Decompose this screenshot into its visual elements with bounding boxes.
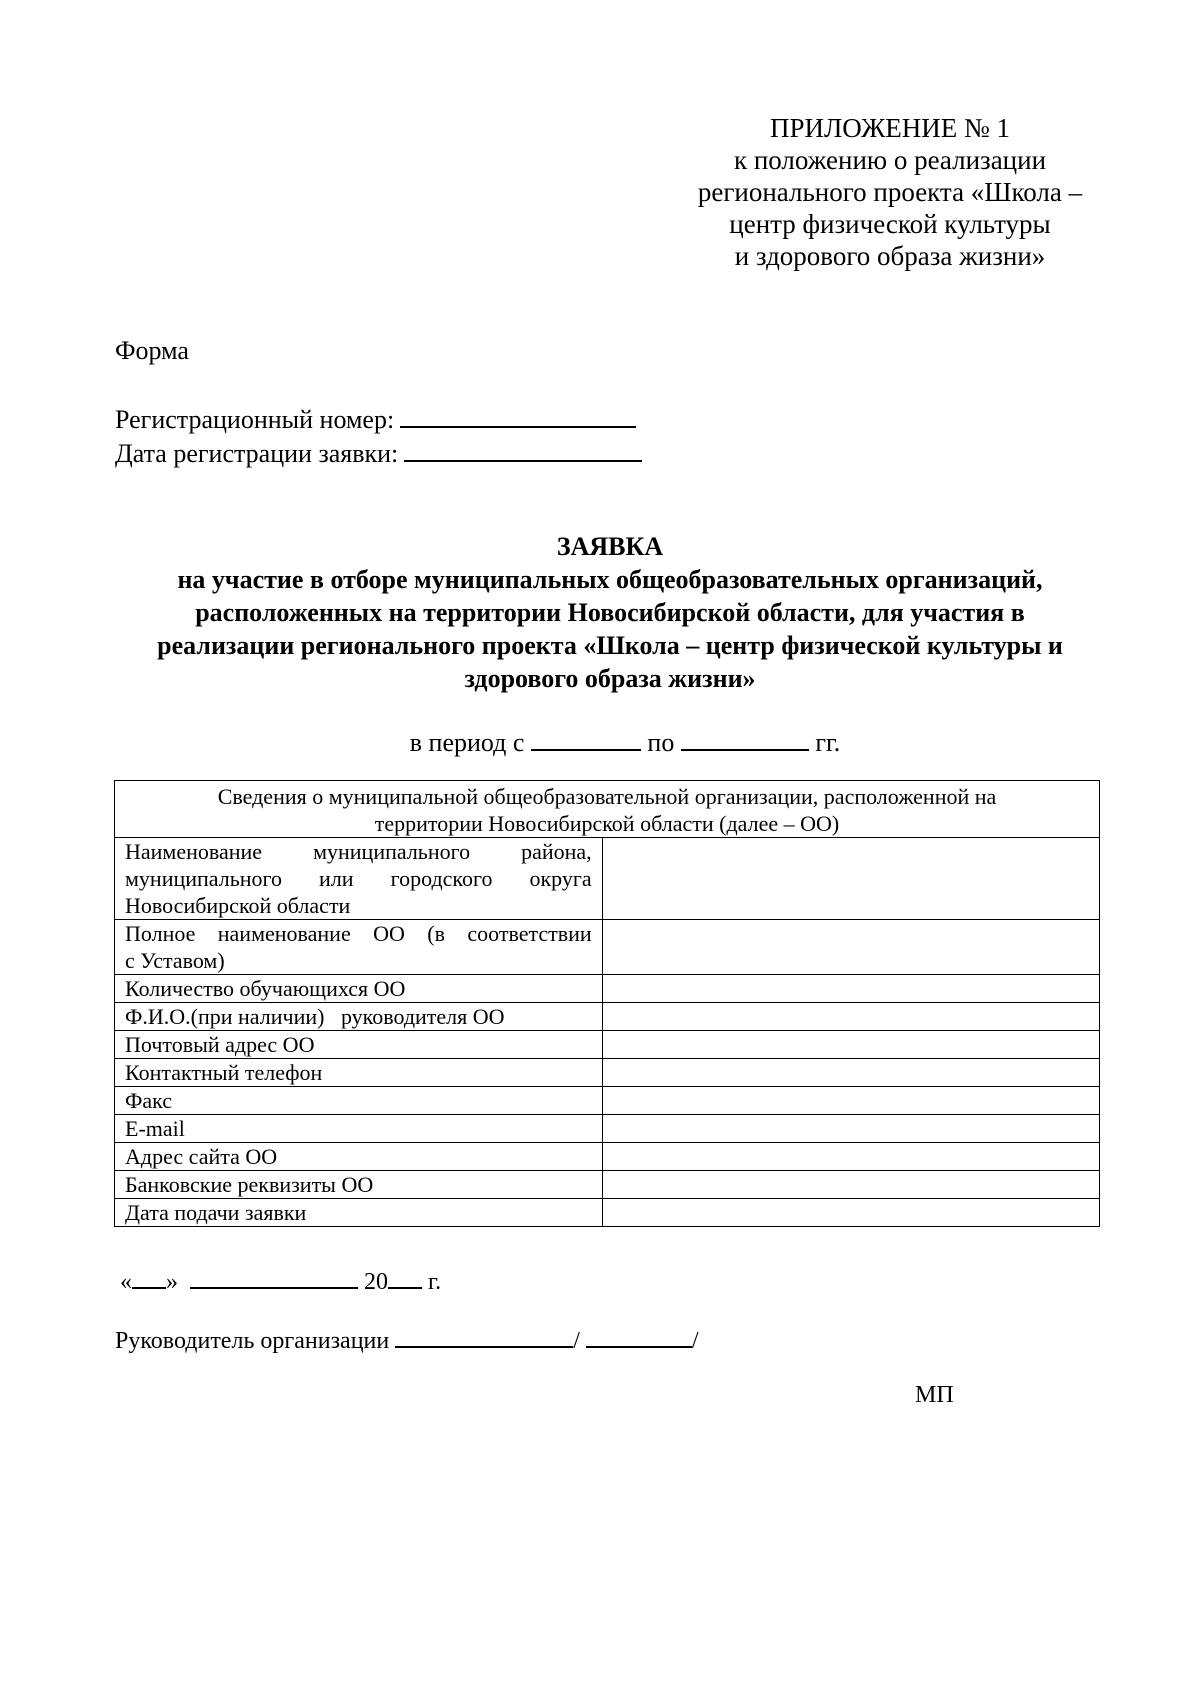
table-row: [115, 838, 1100, 920]
row-label-postal-address: Почтовый адрес ОО: [115, 1031, 603, 1059]
registration-date-label: Дата регистрации заявки:: [115, 439, 399, 468]
table-header-cell: [115, 781, 1100, 838]
title-line-4: здорового образа жизни»: [464, 664, 756, 693]
row-label-fax: Факс: [115, 1087, 603, 1115]
row-label-website: Адрес сайта ОО: [115, 1143, 603, 1171]
signature-end: /: [691, 1328, 699, 1354]
row-label-district: Наименование муниципального района, муниципального или городского округа Новосибирской области: [115, 838, 603, 920]
table-row: [115, 975, 1100, 1003]
day-field[interactable]: [132, 1267, 166, 1289]
appendix-line-1: ПРИЛОЖЕНИЕ № 1: [769, 113, 1011, 143]
period-middle: по: [647, 728, 675, 757]
row-value-director[interactable]: [602, 1003, 1099, 1031]
table-row: [115, 1003, 1100, 1031]
registration-number-line: [115, 402, 636, 435]
appendix-header: [640, 112, 1140, 272]
title-heading: ЗАЯВКА: [556, 532, 664, 561]
row-label-director: Ф.И.О.(при наличии) руководителя ОО: [115, 1003, 603, 1031]
row-value-submission-date[interactable]: [602, 1199, 1099, 1227]
table-row: [115, 1199, 1100, 1227]
row-label-submission-date: Дата подачи заявки: [115, 1199, 603, 1227]
registration-number-label: Регистрационный номер:: [115, 405, 395, 434]
year-field[interactable]: [388, 1267, 422, 1289]
appendix-line-2: к положению о реализации: [733, 145, 1047, 175]
period-line: [0, 727, 1200, 758]
table-header-row: [115, 781, 1100, 838]
row-label-email: E-mail: [115, 1115, 603, 1143]
row-label-bank-details: Банковские реквизиты ОО: [115, 1171, 603, 1199]
row-value-district[interactable]: [602, 838, 1099, 920]
period-suffix: гг.: [815, 728, 841, 757]
period-prefix: в период с: [409, 728, 525, 757]
appendix-line-4: центр физической культуры: [729, 209, 1051, 239]
director-label: Руководитель организации: [115, 1328, 390, 1354]
appendix-line-3: регионального проекта «Школа –: [697, 177, 1083, 207]
title-line-1: на участие в отборе муниципальных общеобразовательных организаций,: [177, 565, 1043, 594]
row-value-phone[interactable]: [602, 1059, 1099, 1087]
registration-date-line: [115, 436, 642, 469]
table-row: [115, 1087, 1100, 1115]
registration-date-field[interactable]: [404, 436, 642, 462]
application-title: [110, 530, 1110, 695]
row-value-bank-details[interactable]: [602, 1171, 1099, 1199]
signature-date-line: [120, 1267, 441, 1296]
appendix-line-5: и здорового образа жизни»: [734, 241, 1046, 271]
row-label-phone: Контактный телефон: [115, 1059, 603, 1087]
title-line-2: расположенных на территории Новосибирской области, для участия в: [195, 598, 1025, 627]
year-prefix: 20: [364, 1269, 388, 1295]
signature-name-field[interactable]: [586, 1326, 692, 1348]
director-signature-line: [115, 1326, 699, 1355]
row-value-students[interactable]: [602, 975, 1099, 1003]
row-label-students: Количество обучающихся ОО: [115, 975, 603, 1003]
title-line-3: реализации регионального проекта «Школа – центр физической культуры и: [157, 631, 1063, 660]
registration-number-field[interactable]: [400, 402, 636, 428]
table-row: [115, 1115, 1100, 1143]
organization-info-table: [114, 780, 1100, 1227]
period-start-field[interactable]: [531, 727, 641, 751]
date-close-quote: »: [166, 1269, 178, 1295]
row-label-full-name: Полное наименование ОО (в соответствии с Уставом): [115, 920, 603, 975]
table-row: [115, 920, 1100, 975]
year-suffix: г.: [428, 1269, 442, 1295]
row-value-postal-address[interactable]: [602, 1031, 1099, 1059]
signature-separator: /: [573, 1328, 580, 1354]
table-row: [115, 1143, 1100, 1171]
table-row: [115, 1031, 1100, 1059]
row-value-website[interactable]: [602, 1143, 1099, 1171]
month-field[interactable]: [190, 1267, 358, 1289]
table-row: [115, 1171, 1100, 1199]
row-value-fax[interactable]: [602, 1087, 1099, 1115]
form-label: Форма: [115, 336, 189, 365]
table-header-line-2: территории Новосибирской области (далее – ОО): [374, 811, 840, 836]
signature-field[interactable]: [395, 1326, 573, 1348]
row-value-email[interactable]: [602, 1115, 1099, 1143]
period-end-field[interactable]: [681, 727, 809, 751]
table-header-line-1: Сведения о муниципальной общеобразовательной организации, расположенной на: [217, 784, 997, 809]
stamp-place-label: МП: [915, 1382, 954, 1408]
date-open-quote: «: [120, 1269, 132, 1295]
row-value-full-name[interactable]: [602, 920, 1099, 975]
table-row: [115, 1059, 1100, 1087]
